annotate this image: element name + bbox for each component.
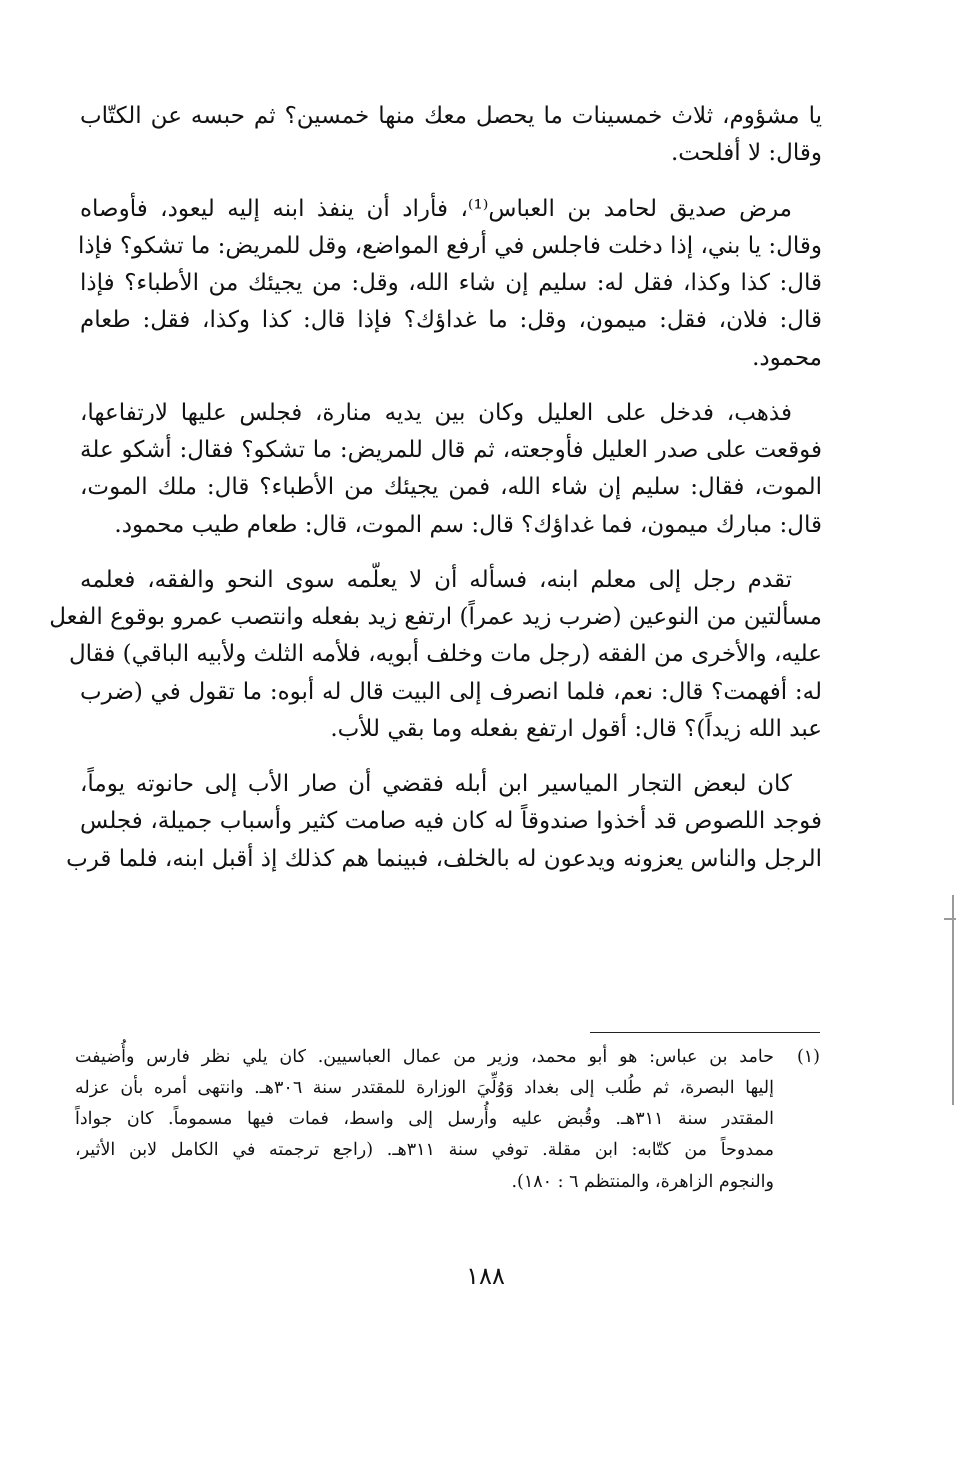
text-line: فذهب، فدخل على العليل وكان بين يديه منارة، فجلس عليها لارتفاعها، — [80, 399, 792, 426]
text-line: مرض صديق لحامد بن العباس⁽¹⁾، فأراد أن ينفذ ابنه إليه ليعود، فأوصاه — [80, 195, 792, 222]
footnote-marker: (١) — [796, 1047, 820, 1067]
text-line: عبد الله زيداً)؟ قال: أقول ارتفع بفعله وما بقي للأب. — [330, 715, 822, 742]
text-line: كان لبعض التجار المياسير ابن أبله فقضي أن صار الأب إلى حانوته يوماً، — [80, 771, 792, 797]
text-line: عليه، والأخرى من الفقه (رجل مات وخلف أبويه، فلأمه الثلث ولأبيه الباقي) فقال — [68, 641, 822, 668]
text-line: فوقعت على صدر العليل فأوجعته، ثم قال للمريض: ما تشكو؟ فقال: أشكو علة — [80, 437, 822, 463]
footnote-line: المقتدر سنة ٣١١هـ. وقُبض عليه وأُرسل إلى واسط، فمات فيها مسموماً. كان جواداً — [75, 1109, 774, 1130]
text-line: له: أفهمت؟ قال: نعم، فلما انصرف إلى البيت قال له أبوه: ما تقول في (ضرب — [80, 678, 822, 705]
text-line: محمود. — [752, 344, 822, 371]
main-text — [49, 98, 822, 896]
paragraph-5 — [66, 766, 822, 878]
footnote-line: حامد بن عباس: هو أبو محمد، وزير من عمال العباسيين. كان يلي نظر فارس وأُضيفت — [75, 1047, 774, 1067]
footnote-line: إليها البصرة، ثم طُلب إلى بغداد وَوُلِّيَ الوزارة للمقتدر سنة ٣٠٦هـ. وانتهى أمره بأن عزله — [75, 1078, 775, 1099]
text-line: الرجل والناس يعزونه ويدعون له بالخلف، فبينما هم كذلك إذ أقبل ابنه، فلما قرب — [66, 845, 822, 872]
text-line: وقال: لا أفلحت. — [670, 140, 822, 167]
paragraph-4 — [49, 562, 822, 748]
page-number: ١٨٨ — [466, 1262, 505, 1290]
paragraph-2 — [80, 191, 822, 377]
footnote-line: والنجوم الزاهرة، والمنتظم ٦ : ١٨٠). — [511, 1171, 774, 1192]
text-line: وقال: يا بني، إذا دخلت فاجلس في أرفع المواضع، وقل للمريض: ما تشكو؟ فإذا — [78, 232, 822, 259]
text-line: الموت، فقال: سليم إن شاء الله، فمن يجيئك من الأطباء؟ قال: ملك الموت، — [80, 474, 822, 501]
text-line: قال: مبارك ميمون، فما غداؤك؟ قال: سم الموت، قال: طعام طيب محمود. — [114, 511, 822, 538]
paragraph-3 — [80, 395, 822, 544]
text-line: قال: كذا وكذا، فقل له: سليم إن شاء الله، وقل: من يجيئك من الأطباء؟ فإذا — [80, 270, 822, 296]
text-line: يا مشؤوم، ثلاث خمسينات ما يحصل معك منها خمسين؟ ثم حبسه عن الكتّاب — [80, 103, 822, 129]
text-line: فوجد اللصوص قد أخذوا صندوقاً له كان فيه صامت كثير وأسباب جميلة، فجلس — [80, 808, 822, 835]
scan-edge-mark — [952, 895, 954, 1105]
text-line: مسألتين من النوعين (ضرب زيد عمراً) ارتفع زيد بفعله وانتصب عمرو بوقوع الفعل — [49, 604, 822, 630]
scan-edge-tick — [944, 918, 956, 920]
footnote-line: ممدوحاً من كتّابه: ابن مقلة. توفي سنة ٣١١هـ. (راجع ترجمته في الكامل لابن الأثير، — [75, 1140, 775, 1161]
text-line: قال: فلان، فقل: ميمون، وقل: ما غداؤك؟ فإذا قال: كذا وكذا، فقل: طعام — [80, 307, 822, 334]
text-line: تقدم رجل إلى معلم ابنه، فسأله أن لا يعلّمه سوى النحو والفقه، فعلمه — [80, 566, 792, 593]
footnote-divider — [590, 1032, 820, 1033]
footnote — [75, 1042, 820, 1198]
paragraph-1 — [80, 98, 822, 173]
